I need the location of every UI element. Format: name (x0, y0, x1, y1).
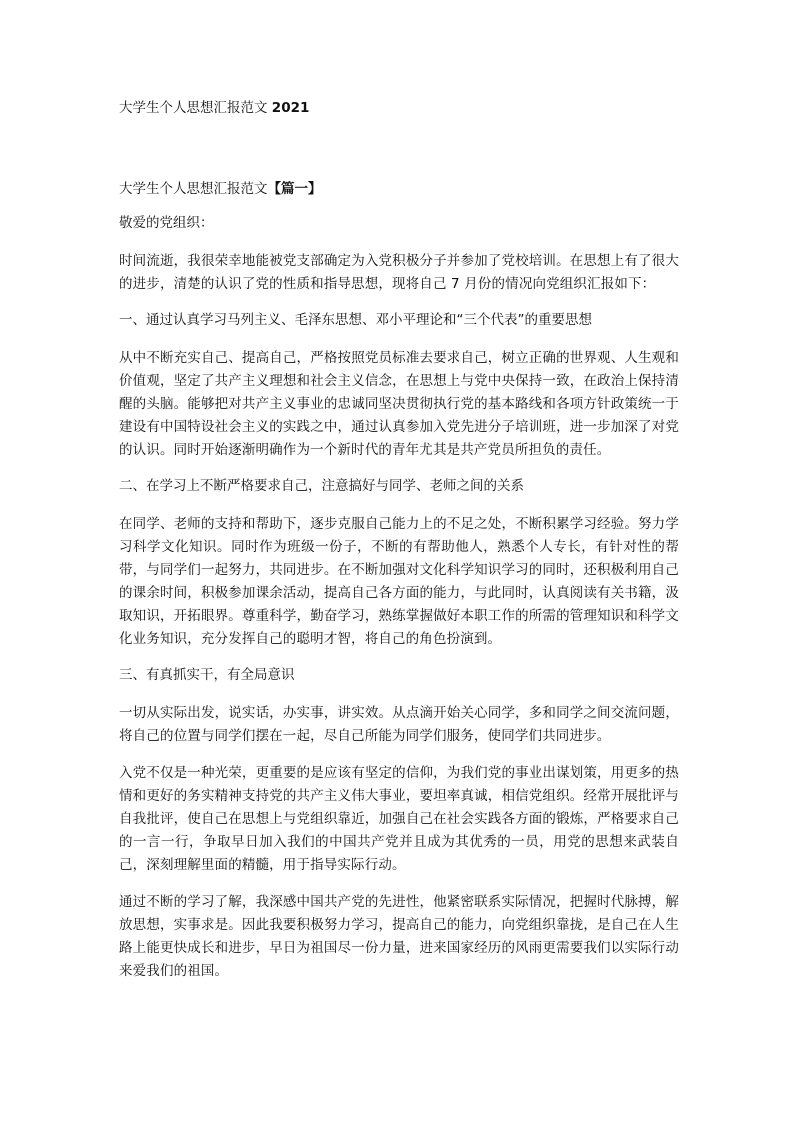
salutation: 敬爱的党组织： (119, 215, 214, 231)
heading-2: 二、在学习上不断严格要求自己，注意搞好与同学、老师之间的关系 (119, 478, 524, 494)
section-title-text: 大学生个人思想汇报范文 (119, 181, 268, 197)
paragraph-3: 一切从实际出发，说实话，办实事，讲实效。从点滴开始关心同学，多和同学之间交流问题，将自己的位置与同学们摆在一起，尽自己所能为同学们服务，使同学们共同进步。 (119, 705, 679, 744)
document-title (119, 98, 309, 118)
document-body (119, 179, 679, 997)
intro-paragraph: 时间流逝，我很荣幸地能被党支部确定为入党积极分子并参加了党校培训。在思想上有了很大的进步，清楚的认识了党的性质和指导思想，现将自己 7 月份的情况向党组织汇报如下： (119, 253, 679, 292)
heading-3: 三、有真抓实干，有全局意识 (119, 667, 295, 683)
heading-1: 一、通过认真学习马列主义、毛泽东思想、邓小平理论和“三个代表”的重要思想 (119, 312, 592, 328)
paragraph-4: 入党不仅是一种光荣，更重要的是应该有坚定的信仰，为我们党的事业出谋划策，用更多的热情和更好的务实精神支持党的共产主义伟大事业，要坦率真诚，相信党组织。经常开展批评与自我批评，使自己在思想上与党组织靠近，加强自己在社会实践各方面的锻炼，严格要求自己的一言一行，争取早日加入我们的中国共产党并且成为其优秀的一员，用党的思想来武装自己，深刻理解里面的精髓，用于指导实际行动。 (119, 765, 679, 873)
paragraph-1: 从中不断充实自己、提高自己，严格按照党员标准去要求自己，树立正确的世界观、人生观和价值观，坚定了共产主义理想和社会主义信念，在思想上与党中央保持一致，在政治上保持清醒的头脑。能够把对共产主义事业的忠诚同坚决贯彻执行党的基本路线和各项方针政策统一于建设有中国特设社会主义的实践之中，通过认真参加入党先进分子培训班，进一步加深了对党的认识。同时开始逐渐明确作为一个新时代的青年尤其是共产党员所担负的责任。 (119, 350, 679, 458)
section-title-bracket: 【篇一】 (267, 181, 322, 197)
paragraph-5: 通过不断的学习了解，我深感中国共产党的先进性，他紧密联系实际情况，把握时代脉搏，解放思想，实事求是。因此我要积极努力学习，提高自己的能力，向党组织靠拢，是自己在人生路上能更快成长和进步，早日为祖国尽一份力量，进来国家经历的风雨更需要我们以实际行动来爱我们的祖国。 (119, 894, 679, 979)
paragraph-2: 在同学、老师的支持和帮助下，逐步克服自己能力上的不足之处，不断积累学习经验。努力学习科学文化知识。同时作为班级一份子，不断的有帮助他人，熟悉个人专长，有针对性的帮带，与同学们一起努力，共同进步。在不断加强对文化科学知识学习的同时，还积极利用自己的课余时间，积极参加课余活动，提高自己各方面的能力，与此同时，认真阅读有关书籍，汲取知识，开拓眼界。尊重科学，勤奋学习，熟练掌握做好本职工作的所需的管理知识和科学文化业务知识，充分发挥自己的聪明才智，将自己的角色扮演到。 (119, 516, 679, 647)
document-title-text: 大学生个人思想汇报范文 (119, 100, 272, 116)
section-title (119, 179, 679, 199)
document-title-year: 2021 (271, 100, 310, 116)
